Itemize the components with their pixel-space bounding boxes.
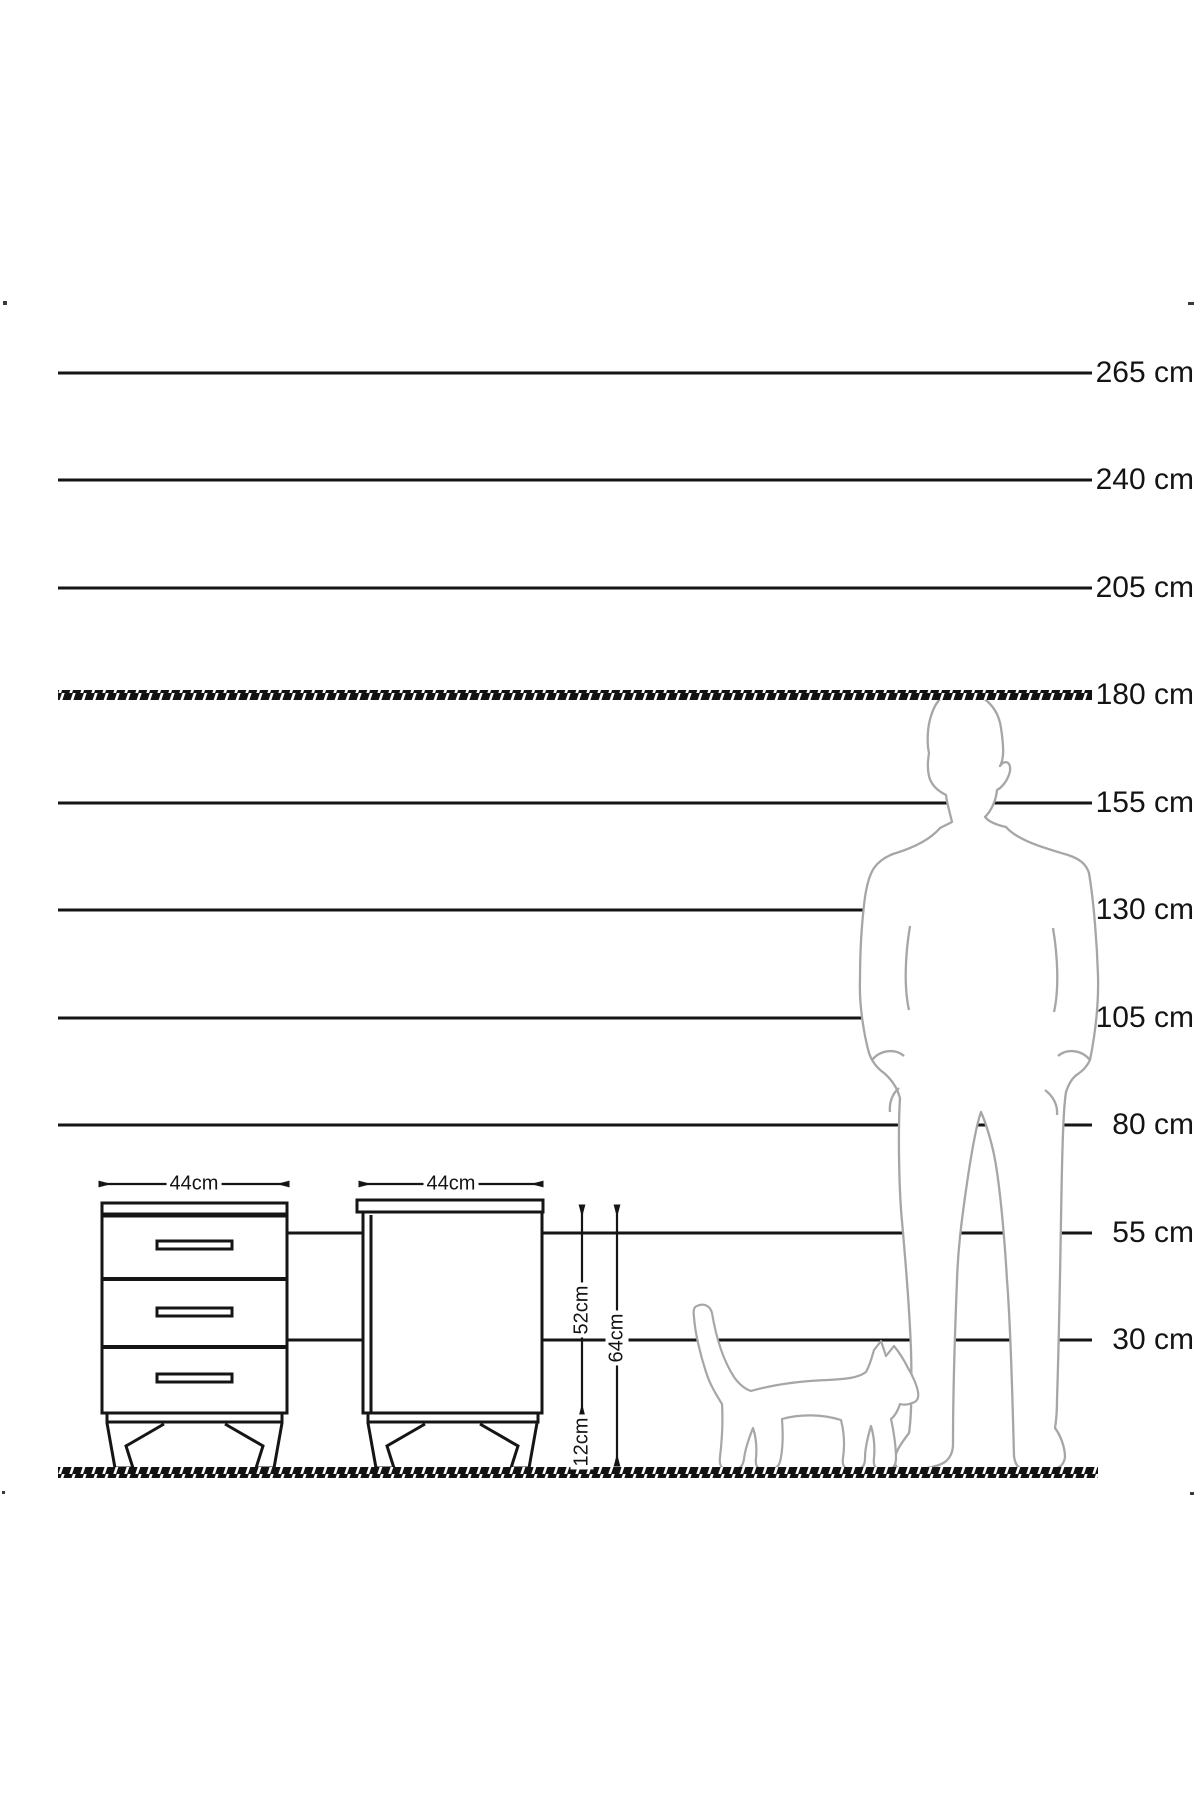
- side-depth-label: 44cm: [424, 1173, 479, 1196]
- front-width-label: 44cm: [167, 1173, 222, 1196]
- height-label-55cm: 55 cm: [1112, 1216, 1194, 1249]
- nightstand-side-view: [357, 1200, 543, 1468]
- drawer-handle: [157, 1374, 232, 1382]
- side-carcass: [363, 1212, 542, 1413]
- side-right-leg: [480, 1423, 537, 1468]
- height-label-205cm: 205 cm: [1095, 571, 1194, 604]
- height-label-265cm: 265 cm: [1095, 356, 1194, 389]
- height-label-180cm: 180 cm: [1095, 678, 1194, 711]
- side-top-slab: [357, 1200, 543, 1212]
- leg-height-label: 12cm: [571, 1415, 594, 1470]
- drawer-handle: [157, 1241, 232, 1249]
- height-label-155cm: 155 cm: [1095, 786, 1194, 819]
- front-plinth-rail: [107, 1413, 282, 1422]
- height-band-180cm: [58, 690, 1092, 700]
- total-height-label: 64cm: [606, 1311, 629, 1366]
- nightstand-front-view: [102, 1203, 287, 1468]
- cat-silhouette: [694, 1305, 919, 1469]
- front-right-leg: [225, 1423, 282, 1468]
- height-label-30cm: 30 cm: [1112, 1323, 1194, 1356]
- height-label-240cm: 240 cm: [1095, 463, 1194, 496]
- carcass-height-label: 52cm: [571, 1283, 594, 1338]
- side-plinth-rail: [368, 1413, 538, 1422]
- cat-outline: [694, 1305, 919, 1469]
- height-label-80cm: 80 cm: [1112, 1108, 1194, 1141]
- height-label-130cm: 130 cm: [1095, 893, 1194, 926]
- height-label-105cm: 105 cm: [1095, 1001, 1194, 1034]
- front-left-leg: [107, 1423, 164, 1468]
- drawer-handle: [157, 1308, 232, 1316]
- side-left-leg: [368, 1423, 425, 1468]
